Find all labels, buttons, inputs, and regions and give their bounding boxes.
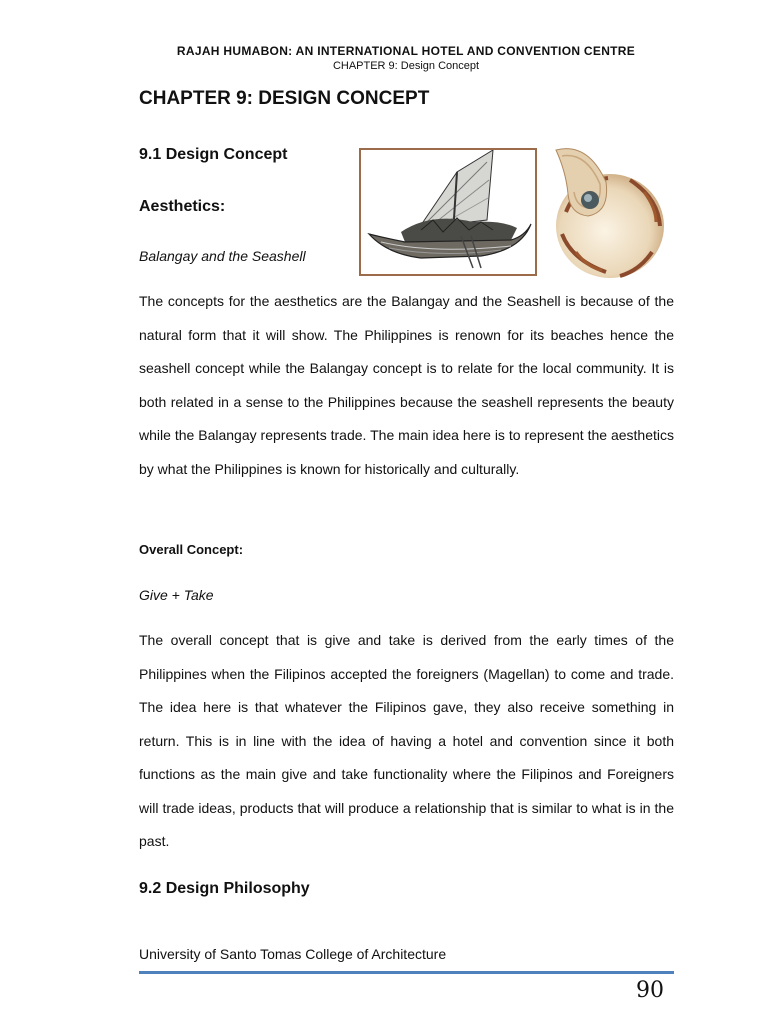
page-number: 90 — [636, 978, 664, 1003]
chapter-title: CHAPTER 9: DESIGN CONCEPT — [139, 88, 430, 109]
overall-concept-subtitle: Give + Take — [139, 587, 214, 603]
aesthetics-paragraph: The concepts for the aesthetics are the Balangay and the Seashell is because of the natural form that it will show. The Philippines is renown for its beaches hence the seashell concept while the Balangay concept is to relate for the local community. It is both related in a sense to the Philippines because the seashell represents the beauty while the Balangay represents trade. The main idea here is to represent the aesthetics by what the Philippines is known for historically and culturally. — [139, 293, 674, 477]
seashell-illustration — [548, 142, 666, 282]
aesthetics-heading: Aesthetics: — [139, 198, 226, 215]
running-header-title: RAJAH HUMABON: AN INTERNATIONAL HOTEL AND CONVENTION CENTRE — [176, 44, 636, 58]
section-heading-9-1: 9.1 Design Concept — [139, 146, 288, 163]
nautilus-shell-image — [548, 142, 666, 282]
section-heading-9-2: 9.2 Design Philosophy — [139, 880, 310, 897]
footer-institution: University of Santo Tomas College of Architecture — [139, 946, 447, 962]
overall-concept-paragraph: The overall concept that is give and take is derived from the early times of the Philippines when the Filipinos accepted the foreigners (Magellan) to come and trade. The idea here is that whatever the Filipinos gave, they also receive something in return. This is in line with the idea of having a hotel and convention since it both functions as the main give and take functionality where the Filipinos and Foreigners will trade ideas, products that will produce a relationship that is similar to what is in the past. — [139, 632, 674, 849]
running-header-subtitle: CHAPTER 9: Design Concept — [332, 60, 480, 72]
aesthetics-subtitle: Balangay and the Seashell — [139, 248, 306, 264]
boat-illustration — [361, 150, 535, 274]
balangay-boat-image — [359, 148, 537, 276]
overall-concept-heading: Overall Concept: — [139, 542, 244, 557]
footer-rule — [139, 971, 674, 974]
